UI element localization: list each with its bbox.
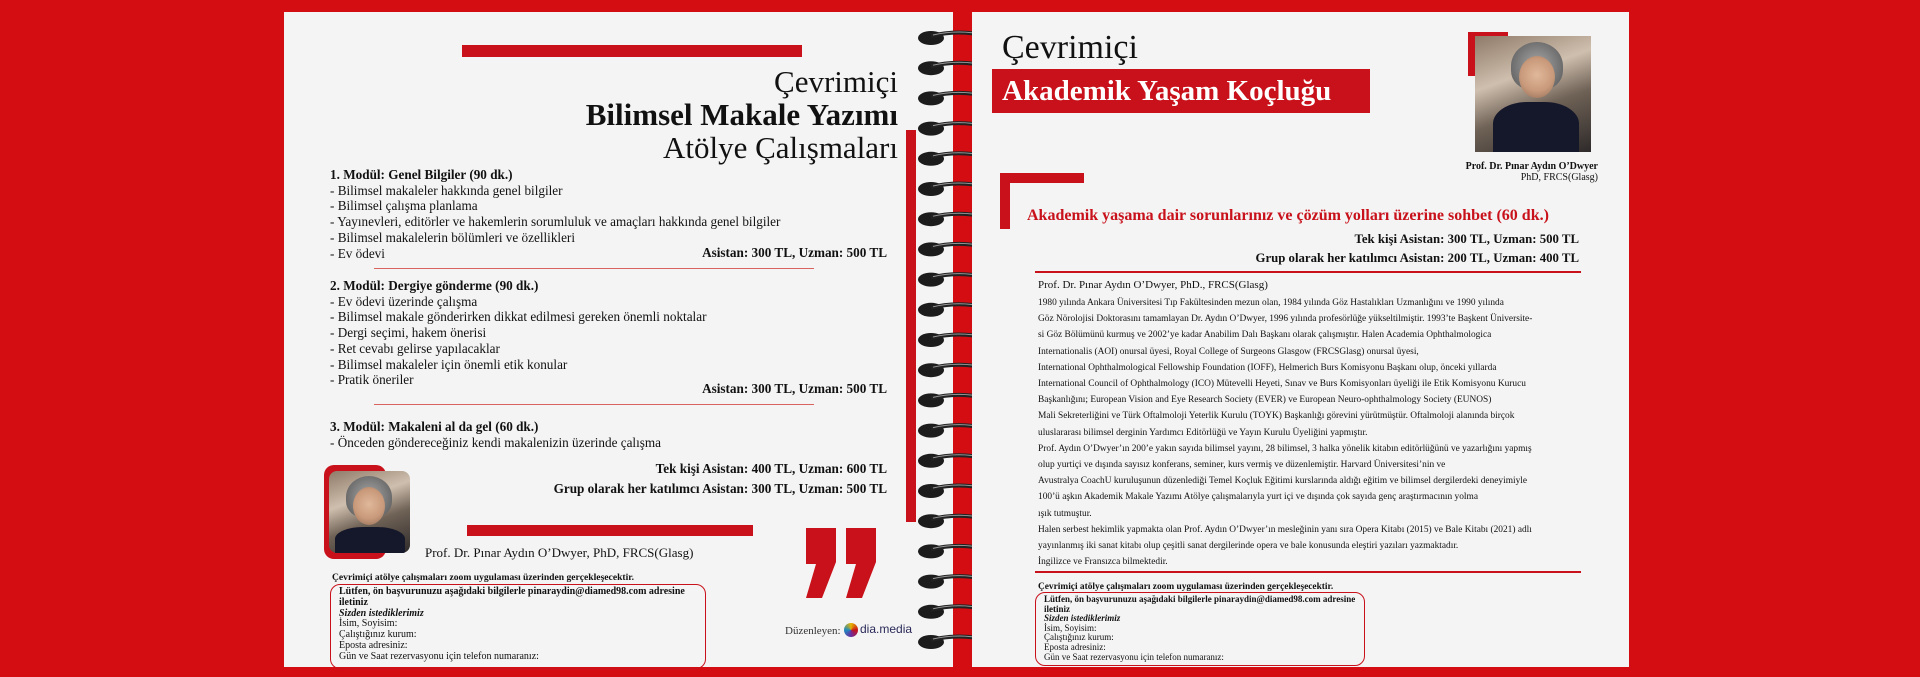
bio-line: International Council of Ophthalmology (ICO) Mütevelli Heyeti, Sınav ve Burs Komisyonları üyeliği ile Etik Komisyonu Kurucu: [1038, 379, 1526, 390]
list-item: - Önceden göndereceğiniz kendi makalenizin üzerinde çalışma: [330, 434, 662, 450]
divider: [1035, 571, 1581, 573]
left-title-line2: Bilimsel Makale Yazımı: [585, 97, 898, 132]
right-title-line1: Çevrimiçi: [1002, 29, 1138, 66]
list-item: - Ev ödevi: [330, 245, 385, 261]
divider: [374, 404, 814, 405]
left-title-line3: Atölye Çalışmaları: [662, 130, 898, 165]
module-3: [330, 419, 900, 450]
session-heading: Akademik yaşama dair sorunlarınız ve çözüm yolları üzerine sohbet (60 dk.): [1027, 207, 1549, 224]
session-corner-v: [1000, 173, 1010, 229]
module-3-heading: 3. Modül: Makaleni al da gel (60 dk.): [330, 419, 539, 434]
organizer-brand: dia.media: [860, 622, 913, 636]
form-intro: Lütfen, ön başvurunuzu aşağıdaki bilgilerle pinaraydin@diamed98.com adresine iletiniz: [339, 586, 685, 608]
bio-line: Internationalis (AOI) onursal üyesi, Royal College of Surgeons Glasgow (FRCSGlasg) onursal üyesi,: [1038, 346, 1419, 357]
list-item: - Dergi seçimi, hakem önerisi: [330, 325, 487, 341]
bio-line: Göz Nörolojisi Doktorasını tamamlayan Dr. Aydın O’Dwyer, 1996 yılında profesörlüğe yükseltilmiştir. 1993’te Başkent Üniversite-: [1038, 314, 1533, 325]
right-title-line2: Akademik Yaşam Koçluğu: [1002, 75, 1332, 107]
form-intro: Lütfen, ön başvurunuzu aşağıdaki bilgilerle pinaraydin@diamed98.com adresine iletiniz: [1044, 594, 1356, 614]
bio-line: 1980 yılında Ankara Üniversitesi Tıp Fakültesinden mezun olan, 1984 yılında Göz Hastalıkları Uzmanlığını ve 1990 yılında: [1038, 298, 1504, 308]
organizer-label: Düzenleyen:: [785, 625, 841, 637]
bio-line: 100’ü aşkın Akademik Makale Yazımı Atölye çalışmalarıyla yurt içi ve dışında çok sayıda genç araştırmacının yolma: [1038, 492, 1478, 503]
photo-caption-line1: Prof. Dr. Pınar Aydın O’Dwyer: [1465, 161, 1598, 172]
bio-line: ışık tutmuştur.: [1038, 508, 1092, 519]
right-page: [972, 12, 1629, 667]
bio-line: Avustralya CoachU kuruluşunun düzenlediği Temel Koçluk Eğitimi kurslarında aldığı eğitim ve bilimsel dergilerdeki deneyimiyle: [1038, 476, 1528, 487]
session-price-single: Tek kişi Asistan: 300 TL, Uzman: 500 TL: [1354, 232, 1579, 246]
module-1-price: Asistan: 300 TL, Uzman: 500 TL: [702, 245, 887, 260]
bio-line: yayınlanmış iki sanat kitabı olup çeşitli sanat dergilerinde opera ve bale konusunda eleştiri yazıları yazmaktadır.: [1038, 541, 1459, 552]
form-field: Eposta adresiniz:: [339, 639, 408, 651]
bio-line: Başkanlığını; European Vision and Eye Research Society (EVER) ve European Neuro-ophthalmology Society (EUNOS): [1038, 395, 1492, 406]
divider: [1035, 271, 1581, 273]
session-corner-h: [1000, 173, 1084, 183]
form-field: Gün ve Saat rezervasyonu için telefon numaranız:: [339, 650, 539, 662]
bio-name: Prof. Dr. Pınar Aydın O’Dwyer, PhD., FRCS(Glasg): [1038, 279, 1268, 291]
form-field: Gün ve Saat rezervasyonu için telefon numaranız:: [1044, 651, 1224, 662]
left-page: [284, 12, 953, 667]
form-field: Çalıştığınız kurum:: [1044, 632, 1114, 643]
module-1-heading: 1. Modül: Genel Bilgiler (90 dk.): [330, 167, 513, 182]
list-item: - Bilimsel makaleler hakkında genel bilgiler: [330, 182, 563, 198]
session-price-group: Grup olarak her katılımcı Asistan: 200 TL, Uzman: 400 TL: [1255, 251, 1579, 265]
bio-line: Halen serbest hekimlik yapmakta olan Prof. Aydın O’Dwyer’ın mesleğinin yanı sıra Opera Kitabı (2015) ve Bale Kitabı (2021) adlı: [1038, 524, 1532, 535]
left-title-line1: Çevrimiçi: [774, 64, 898, 99]
module-3-price: Tek kişi Asistan: 400 TL, Uzman: 600 TL: [655, 461, 887, 476]
module-3-price-group: Grup olarak her katılımcı Asistan: 300 TL, Uzman: 500 TL: [553, 481, 887, 496]
form-field: İsim, Soyisim:: [1044, 622, 1097, 633]
author-photo: [329, 471, 410, 553]
photo-caption-line2: PhD, FRCS(Glasg): [1520, 172, 1598, 183]
bio-text: [1038, 295, 1532, 570]
bio-line: İngilizce ve Fransızca bilmektedir.: [1038, 557, 1168, 568]
quote-icon: [796, 524, 884, 604]
list-item: - Ev ödevi üzerinde çalışma: [330, 293, 478, 309]
bio-line: si Göz Bölümünü kurmuş ve 2002’ye kadar Anabilim Dalı Başkanı olarak çalışmıştır. Halen Academia Ophthalmologica: [1038, 330, 1492, 341]
decor-bar: [467, 525, 753, 536]
divider: [374, 268, 814, 269]
list-item: - Pratik öneriler: [330, 372, 414, 388]
list-item: - Bilimsel makalelerin bölümleri ve özellikleri: [330, 229, 575, 245]
zoom-note-right: Çevrimiçi atölye çalışmaları zoom uygulaması üzerinden gerçekleşecektir.: [1038, 582, 1334, 592]
application-form-right: [1035, 592, 1365, 666]
application-form: [330, 584, 706, 669]
list-item: - Yayınevleri, editörler ve hakemlerin sorumluluk ve amaçları hakkında genel bilgiler: [330, 214, 781, 230]
module-2-price: Asistan: 300 TL, Uzman: 500 TL: [702, 381, 887, 396]
form-field: Eposta adresiniz:: [1044, 641, 1106, 652]
bio-line: International Ophthalmological Fellowship Foundation (IOFF), Helmerich Burs Komisyonu Başkanı olup, önceki yıllarda: [1038, 362, 1497, 373]
author-photo-right: [1475, 36, 1591, 152]
zoom-note: Çevrimiçi atölye çalışmaları zoom uygulaması üzerinden gerçekleşecektir.: [332, 572, 635, 583]
list-item: - Ret cevabı gelirse yapılacaklar: [330, 340, 500, 356]
list-item: - Bilimsel makale gönderirken dikkat edilmesi gereken önemli noktalar: [330, 309, 707, 325]
module-2: [330, 278, 900, 388]
form-field: İsim, Soyisim:: [339, 618, 398, 630]
module-2-heading: 2. Modül: Dergiye gönderme (90 dk.): [330, 278, 539, 293]
bio-line: Mali Sekreterliğini ve Türk Oftalmoloji Yeterlik Kurulu (TOYK) Başkanlığı görevini yürütmüştür. Oftalmoloji alanında birçok: [1038, 411, 1515, 422]
organizer-logo-icon: [844, 623, 858, 637]
organizer-logo: [844, 622, 912, 637]
bio-line: olup yurtiçi ve dışında sayısız konferans, seminer, kurs vermiş ve düzenlemiştir. Harvard Üniversitesi’nin ve: [1038, 460, 1446, 471]
title-decor-bar: [462, 45, 802, 57]
form-requests: Sizden istediklerimiz: [1044, 613, 1121, 624]
list-item: - Bilimsel makaleler için önemli etik konular: [330, 356, 568, 372]
author-name: Prof. Dr. Pınar Aydın O’Dwyer, PhD, FRCS(Glasg): [425, 545, 694, 560]
bio-line: Prof. Aydın O’Dwyer’ın 200’e yakın sayıda bilimsel yayını, 28 bilimsel, 3 halka yönelik kitabın editörlüğünü ve yazarlığını yapmış: [1038, 443, 1532, 454]
list-item: - Bilimsel çalışma planlama: [330, 198, 478, 214]
bio-line: uluslararası bilimsel derginin Yardımcı Editörlüğü ve Yayın Kurulu Üyeliğini yapmıştır.: [1038, 427, 1368, 438]
form-requests: Sizden istediklerimiz: [339, 607, 424, 619]
form-field: Çalıştığınız kurum:: [339, 629, 417, 641]
